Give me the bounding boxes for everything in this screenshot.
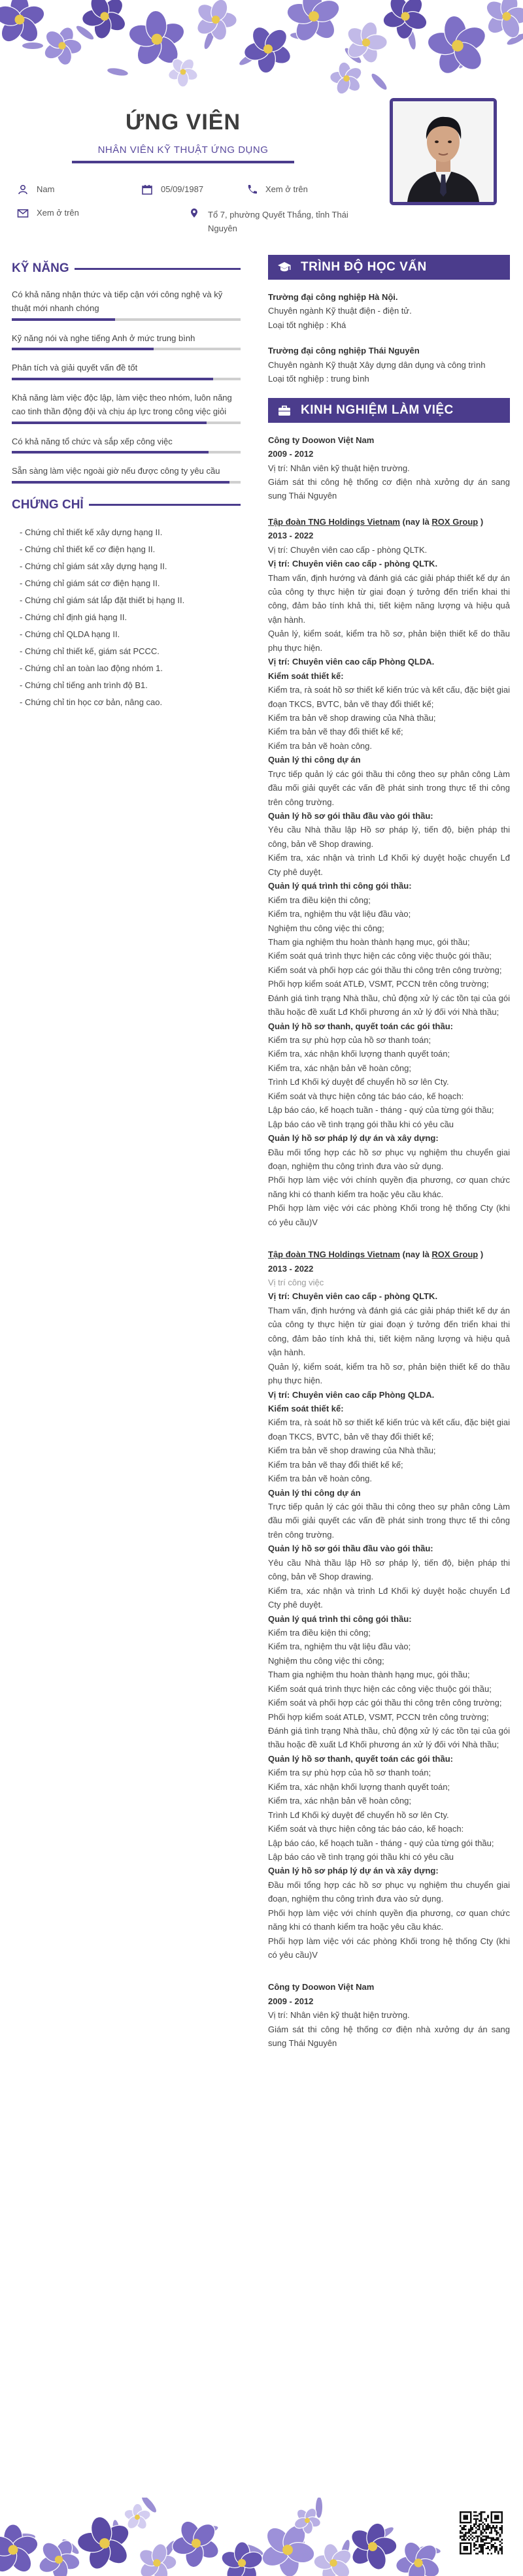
experience-details <box>268 1276 510 1962</box>
bottom-floral-decoration <box>0 2498 523 2576</box>
certificate-item: - Chứng chỉ giám sát cơ điện hạng II. <box>20 578 160 588</box>
experience-line: Kiểm tra bản vẽ hoàn công. <box>268 1474 372 1484</box>
skill-item <box>12 391 241 424</box>
education-item <box>268 290 510 332</box>
certificates-list <box>12 524 241 711</box>
experience-item <box>268 515 510 1229</box>
skill-item <box>12 435 241 454</box>
experience-line: Kiểm tra bản vẽ hoàn công. <box>268 740 372 751</box>
education-item <box>268 344 510 386</box>
experience-line: Kiểm tra, xác nhận khối lượng thanh quyết toán; <box>268 1049 450 1059</box>
experience-line: Vị trí công việc <box>268 1278 324 1287</box>
candidate-name: ỨNG VIÊN <box>125 110 241 135</box>
education-header <box>268 255 510 280</box>
qr-code-icon[interactable] <box>458 2509 505 2556</box>
email-value: Xem ở trên <box>37 208 79 218</box>
skill-bar-fill <box>12 318 115 321</box>
experience-line: Kiểm tra, rà soát hồ sơ thiết kế kiến trúc và kết cấu, đặc biệt giai đoạn TKCS, BVTC, bản vẽ thay đổi thiết kế; <box>268 1417 510 1442</box>
experience-header <box>268 398 510 423</box>
certificate-item: - Chứng chỉ an toàn lao động nhóm 1. <box>20 663 163 673</box>
experience-line: Đầu mối tổng hợp các hồ sơ phục vụ nghiệm thu chuyển giai đoạn, nghiệm thu công trình đưa vào sử dụng. <box>268 1147 510 1171</box>
skills-title: KỸ NĂNG <box>12 261 69 275</box>
flower-decoration <box>194 0 237 42</box>
skill-bar-fill <box>12 348 154 350</box>
experience-subheading: Quản lý hồ sơ thanh, quyết toán các gói thầu: <box>268 1753 453 1764</box>
experience-line: Lập báo cáo về tình trạng gói thầu khi có yêu cầu <box>268 1851 454 1862</box>
flower-decoration <box>329 61 364 96</box>
skill-name: Khả năng làm việc độc lập, làm việc theo nhóm, luôn năng cao tinh thần động đội và chịu áp lực trong công việc giỏi <box>12 392 232 417</box>
top-floral-decoration <box>0 0 523 98</box>
experience-item <box>268 433 510 503</box>
graduation-grade: Loại tốt nghiệp : trung bình <box>268 374 369 384</box>
work-period: 2009 - 2012 <box>268 1996 314 2006</box>
experience-line: Yêu cầu Nhà thầu lập Hồ sơ pháp lý, tiến độ, biện pháp thi công, bản vẽ Shop drawing. <box>268 1557 510 1582</box>
flower-decoration <box>483 0 523 41</box>
experience-subheading: Quản lý quá trình thi công gói thầu: <box>268 1613 412 1624</box>
experience-line: Kiểm tra điều kiện thi công; <box>268 1627 371 1638</box>
experience-subheading: Quản lý hồ sơ gói thầu đầu vào gói thầu: <box>268 811 433 821</box>
major: Chuyên ngành Kỹ thuật điện - điện tử. <box>268 306 412 316</box>
experience-subheading: Quản lý hồ sơ gói thầu đầu vào gói thầu: <box>268 1544 433 1554</box>
location-icon <box>188 208 200 218</box>
profile-photo <box>390 98 497 205</box>
certificate-item: - Chứng chỉ QLDA hạng II. <box>20 629 120 639</box>
experience-line: Phối hợp làm việc với các phòng Khối trong hệ thống Cty (khi có yêu cầu)V <box>268 1936 510 1960</box>
calendar-icon <box>141 184 153 195</box>
skill-bar <box>12 421 241 424</box>
skill-bar <box>12 318 241 321</box>
graduation-grade: Loại tốt nghiệp : Khá <box>268 320 346 330</box>
experience-line: Kiểm tra, xác nhận khối lượng thanh quyết toán; <box>268 1781 450 1792</box>
skills-list <box>12 288 241 484</box>
experience-subheading: Vị trí: Chuyên viên cao cấp Phòng QLDA. <box>268 1389 435 1400</box>
experience-line: Lập báo cáo, kế hoạch tuần - tháng - quý của từng gói thầu; <box>268 1105 494 1115</box>
experience-item <box>268 1980 510 2050</box>
experience-details <box>268 543 510 1229</box>
birthday-item <box>141 184 203 195</box>
company-name: Tập đoàn TNG Holdings Vietnam (nay là ROX Group ) <box>268 1249 484 1260</box>
education-title: TRÌNH ĐỘ HỌC VẤN <box>301 260 427 274</box>
experience-line: Kiểm tra bản vẽ shop drawing của Nhà thầu; <box>268 712 436 723</box>
experience-details <box>268 2008 510 2050</box>
experience-line: Phối hợp kiểm soát ATLĐ, VSMT, PCCN trên công trường; <box>268 1711 489 1722</box>
flower-decoration <box>42 25 82 66</box>
email-icon <box>17 208 29 218</box>
job-title-underline <box>72 161 294 163</box>
skill-item <box>12 464 241 483</box>
experience-line: Kiểm tra, nghiệm thu vật liệu đầu vào; <box>268 1642 411 1652</box>
work-period: 2009 - 2012 <box>268 449 314 459</box>
certificate-item: - Chứng chỉ tiếng anh trình độ B1. <box>20 680 148 690</box>
flower-decoration <box>395 2539 443 2576</box>
certificate-item: - Chứng chỉ thiết kế cơ điện hạng II. <box>20 544 156 554</box>
experience-line: Lập báo cáo về tình trạng gói thầu khi có yêu cầu <box>268 1119 454 1129</box>
certificates-rule <box>89 504 241 506</box>
certificate-item: - Chứng chỉ thiết kế xây dựng hạng II. <box>20 527 163 537</box>
company-link[interactable]: ROX Group <box>431 516 479 527</box>
experience-line: Đánh giá tình trạng Nhà thầu, chủ động xử lý các tồn tại của gói thầu hoặc đề xuất Lđ Khối phương án xử lý đối với Nhà thầu; <box>268 993 510 1017</box>
skill-name: Phân tích và giải quyết vấn đề tốt <box>12 363 138 373</box>
experience-subheading: Quản lý quá trình thi công gói thầu: <box>268 881 412 891</box>
skill-name: Sẵn sàng làm việc ngoài giờ nếu được công ty yêu cầu <box>12 466 220 476</box>
skill-item <box>12 288 241 321</box>
experience-subheading: Kiểm soát thiết kế: <box>268 1403 344 1413</box>
experience-subheading: Vị trí: Chuyên viên cao cấp Phòng QLDA. <box>268 657 435 667</box>
experience-line: Quản lý, kiểm soát, kiểm tra hồ sơ, phản biện thiết kế do thầu phụ thực hiện. <box>268 1361 510 1386</box>
experience-line: Quản lý, kiểm soát, kiểm tra hồ sơ, phản biện thiết kế do thầu phụ thực hiện. <box>268 629 510 653</box>
experience-details <box>268 461 510 503</box>
experience-line: Kiểm tra sự phù hợp của hồ sơ thanh toán; <box>268 1768 431 1778</box>
birthday-value: 05/09/1987 <box>161 184 204 194</box>
flower-decoration <box>171 2518 222 2568</box>
experience-line: Nghiệm thu công việc thi công; <box>268 1655 384 1666</box>
skill-bar-fill <box>12 481 229 484</box>
email-item <box>17 208 79 218</box>
skill-bar-fill <box>12 421 207 424</box>
experience-line: Lập báo cáo, kế hoạch tuần - tháng - quý của từng gói thầu; <box>268 1838 494 1848</box>
experience-line: Kiểm tra, xác nhận bản vẽ hoàn công; <box>268 1063 411 1073</box>
work-period: 2013 - 2022 <box>268 1263 314 1274</box>
experience-item <box>268 1247 510 1962</box>
skill-bar-fill <box>12 451 209 454</box>
briefcase-icon <box>277 404 292 417</box>
flower-decoration <box>37 2537 81 2576</box>
flower-decoration <box>426 14 490 78</box>
experience-subheading: Vị trí: Chuyên viên cao cấp - phòng QLTK. <box>268 1291 438 1302</box>
experience-line: Tham vấn, định hướng và đánh giá các giải pháp thiết kế dự án của công ty thực hiện từ giai đoạn ý tưởng đến triển khai thi công, đảm bảo tính khả thi, tiết kiệm năng lượng và hiệu quả vận hành. <box>268 1305 510 1358</box>
experience-line: Đầu mối tổng hợp các hồ sơ phục vụ nghiệm thu chuyển giai đoạn, nghiệm thu công trình đưa vào sử dụng. <box>268 1879 510 1904</box>
experience-subheading: Quản lý hồ sơ pháp lý dự án và xây dựng: <box>268 1866 439 1876</box>
company-link[interactable]: ROX Group <box>431 1249 479 1260</box>
experience-line: Kiểm tra, xác nhận và trình Lđ Khối ký duyệt hoặc chuyển Lđ Cty phê duyệt. <box>268 1585 510 1610</box>
phone-icon <box>246 184 258 195</box>
certificates-title: CHỨNG CHỈ <box>12 497 84 512</box>
skill-bar <box>12 348 241 350</box>
major: Chuyên ngành Kỹ thuật Xây dựng dân dụng và công trình <box>268 359 486 370</box>
experience-line: Kiểm tra, xác nhận bản vẽ hoàn công; <box>268 1796 411 1806</box>
experience-line: Giám sát thi công hệ thống cơ điện nhà xưởng dự án sang sung Thái Nguyên <box>268 2024 510 2049</box>
flower-decoration <box>0 2524 41 2576</box>
experience-line: Kiểm tra sự phù hợp của hồ sơ thanh toán; <box>268 1035 431 1045</box>
experience-line: Kiểm tra bản vẽ shop drawing của Nhà thầu; <box>268 1445 436 1456</box>
experience-line: Kiểm soát và thực hiện công tác báo cáo, kế hoạch: <box>268 1824 464 1834</box>
experience-line: Tham gia nghiệm thu hoàn thành hạng mục, gói thầu; <box>268 936 470 947</box>
experience-line: Kiểm soát và phối hợp các gói thầu thi công trên công trường; <box>268 1698 502 1708</box>
experience-subheading: Quản lý hồ sơ pháp lý dự án và xây dựng: <box>268 1133 439 1144</box>
school-name: Trường đại công nghiệp Thái Nguyên <box>268 346 420 356</box>
skill-name: Kỹ năng nói và nghe tiếng Anh ở mức trung bình <box>12 333 195 343</box>
experience-line: Kiểm soát quá trình thực hiện các công việc thuộc gói thầu; <box>268 951 492 961</box>
skill-name: Có khả năng nhận thức và tiếp cận với công nghệ và kỹ thuật mới nhanh chóng <box>12 289 223 314</box>
certificate-item: - Chứng chỉ giám sát lắp đặt thiết bị hạng II. <box>20 595 185 605</box>
skill-item <box>12 331 241 350</box>
experience-line: Kiểm tra, xác nhận và trình Lđ Khối ký duyệt hoặc chuyển Lđ Cty phê duyệt. <box>268 853 510 877</box>
address-item <box>188 208 358 236</box>
flower-decoration <box>77 2515 133 2572</box>
experience-subheading: Vị trí: Chuyên viên cao cấp - phòng QLTK. <box>268 559 438 569</box>
skill-bar <box>12 451 241 454</box>
work-period: 2013 - 2022 <box>268 531 314 541</box>
experience-line: Phối hợp làm việc với các phòng Khối trong hệ thống Cty (khi có yêu cầu)V <box>268 1203 510 1227</box>
school-name: Trường đại công nghiệp Hà Nội. <box>268 292 398 302</box>
experience-line: Trực tiếp quản lý các gói thầu thi công theo sự phân công Làm đầu mối giải quyết các vấn đề phát sinh trong thực tế thi công trên công trường. <box>268 1502 510 1540</box>
experience-line: Phối hợp kiểm soát ATLĐ, VSMT, PCCN trên công trường; <box>268 979 489 989</box>
flower-decoration <box>0 0 47 46</box>
experience-line: Vị trí: Nhân viên kỹ thuật hiện trường. <box>268 463 410 473</box>
experience-line: Kiểm tra bản vẽ thay đổi thiết kế kế; <box>268 1459 403 1470</box>
certificates-header <box>12 498 241 512</box>
experience-line: Kiểm soát và phối hợp các gói thầu thi công trên công trường; <box>268 965 502 975</box>
gender-value: Nam <box>37 184 55 194</box>
certificate-item: - Chứng chỉ định giá hạng II. <box>20 612 127 622</box>
left-column <box>12 261 241 711</box>
certificate-item: - Chứng chỉ giám sát xây dựng hạng II. <box>20 561 167 571</box>
company-link[interactable]: Tập đoàn TNG Holdings Vietnam <box>268 516 400 527</box>
experience-line: Yêu cầu Nhà thầu lập Hồ sơ pháp lý, tiến độ, biện pháp thi công, bản vẽ Shop drawing. <box>268 825 510 849</box>
company-name: Công ty Doowon Việt Nam <box>268 1982 375 1992</box>
flower-decoration <box>381 0 429 39</box>
experience-line: Vị trí: Nhân viên kỹ thuật hiện trường. <box>268 2010 410 2021</box>
experience-line: Nghiệm thu công việc thi công; <box>268 923 384 933</box>
address-value: Tổ 7, phường Quyết Thắng, tỉnh Thái Nguyên <box>208 210 348 234</box>
education-list <box>268 290 510 386</box>
experience-line: Trực tiếp quản lý các gói thầu thi công theo sự phân công Làm đầu mối giải quyết các vấn đề phát sinh trong thực tế thi công trên công trường. <box>268 768 510 807</box>
flower-decoration <box>285 0 343 44</box>
experience-line: Trình Lđ Khối ký duyệt để chuyển hồ sơ lên Cty. <box>268 1077 449 1087</box>
flower-decoration <box>220 2542 265 2576</box>
skill-bar-fill <box>12 378 213 380</box>
experience-title: KINH NGHIỆM LÀM VIỆC <box>301 403 454 417</box>
company-name: Công ty Doowon Việt Nam <box>268 435 375 445</box>
certificate-item: - Chứng chỉ thiết kế, giám sát PCCC. <box>20 646 160 656</box>
experience-subheading: Quản lý thi công dự án <box>268 1487 361 1498</box>
experience-line: Phối hợp làm việc với chính quyền địa phương, cơ quan chức năng khi có thanh kiểm tra hoặc yêu cầu khác. <box>268 1175 510 1199</box>
right-column <box>268 255 510 2062</box>
experience-line: Tham gia nghiệm thu hoàn thành hạng mục, gói thầu; <box>268 1670 470 1680</box>
experience-line: Kiểm soát và thực hiện công tác báo cáo, kế hoạch: <box>268 1091 464 1101</box>
leaf-decoration <box>22 42 43 49</box>
company-name: Tập đoàn TNG Holdings Vietnam (nay là ROX Group ) <box>268 516 484 527</box>
experience-subheading: Kiểm soát thiết kế: <box>268 670 344 681</box>
skill-bar <box>12 481 241 484</box>
leaf-decoration <box>107 67 128 76</box>
experience-line: Tham vấn, định hướng và đánh giá các giải pháp thiết kế dự án của công ty thực hiện từ giai đoạn ý tưởng đến triển khai thi công, đảm bảo tính khả thi, tiết kiệm năng lượng và hiệu quả vận hành. <box>268 572 510 625</box>
certificate-item: - Chứng chỉ tin học cơ bản, nâng cao. <box>20 697 163 707</box>
experience-line: Trình Lđ Khối ký duyệt để chuyển hồ sơ lên Cty. <box>268 1809 449 1820</box>
company-link[interactable]: Tập đoàn TNG Holdings Vietnam <box>268 1249 400 1260</box>
experience-subheading: Quản lý thi công dự án <box>268 755 361 765</box>
graduation-cap-icon <box>277 261 292 274</box>
gender-item <box>17 184 54 195</box>
skills-header <box>12 261 241 276</box>
experience-line: Kiểm tra bản vẽ thay đổi thiết kế kế; <box>268 727 403 737</box>
experience-line: Kiểm tra, nghiệm thu vật liệu đầu vào; <box>268 909 411 919</box>
resume-header <box>39 98 327 163</box>
phone-value: Xem ở trên <box>265 184 308 194</box>
user-icon <box>17 184 29 195</box>
experience-line: Vị trí: Chuyên viên cao cấp - phòng QLTK. <box>268 544 428 555</box>
flower-decoration <box>123 2503 152 2531</box>
flower-decoration <box>345 20 388 65</box>
experience-line: Đánh giá tình trạng Nhà thầu, chủ động xử lý các tồn tại của gói thầu hoặc đề xuất Lđ Khối phương án xử lý đối với Nhà thầu; <box>268 1726 510 1750</box>
experience-line: Kiểm soát quá trình thực hiện các công việc thuộc gói thầu; <box>268 1683 492 1694</box>
skill-item <box>12 361 241 380</box>
skill-name: Có khả năng tổ chức và sắp xếp công việc <box>12 436 173 446</box>
skill-bar <box>12 378 241 380</box>
job-title: NHÂN VIÊN KỸ THUẬT ỨNG DỤNG <box>97 144 269 156</box>
phone-item <box>246 184 308 195</box>
leaf-decoration <box>369 72 388 91</box>
experience-line: Kiểm tra điều kiện thi công; <box>268 895 371 905</box>
skills-rule <box>75 268 241 270</box>
experience-subheading: Quản lý hồ sơ thanh, quyết toán các gói thầu: <box>268 1021 453 1031</box>
flower-decoration <box>243 24 294 74</box>
experience-line: Giám sát thi công hệ thống cơ điện nhà xưởng dự án sang sung Thái Nguyên <box>268 476 510 501</box>
leaf-decoration <box>316 2498 323 2518</box>
experience-line: Kiểm tra, rà soát hồ sơ thiết kế kiến trúc và kết cấu, đặc biệt giai đoạn TKCS, BVTC, bản vẽ thay đổi thiết kế; <box>268 685 510 709</box>
experience-line: Phối hợp làm việc với chính quyền địa phương, cơ quan chức năng khi có thanh kiểm tra hoặc yêu cầu khác. <box>268 1907 510 1932</box>
